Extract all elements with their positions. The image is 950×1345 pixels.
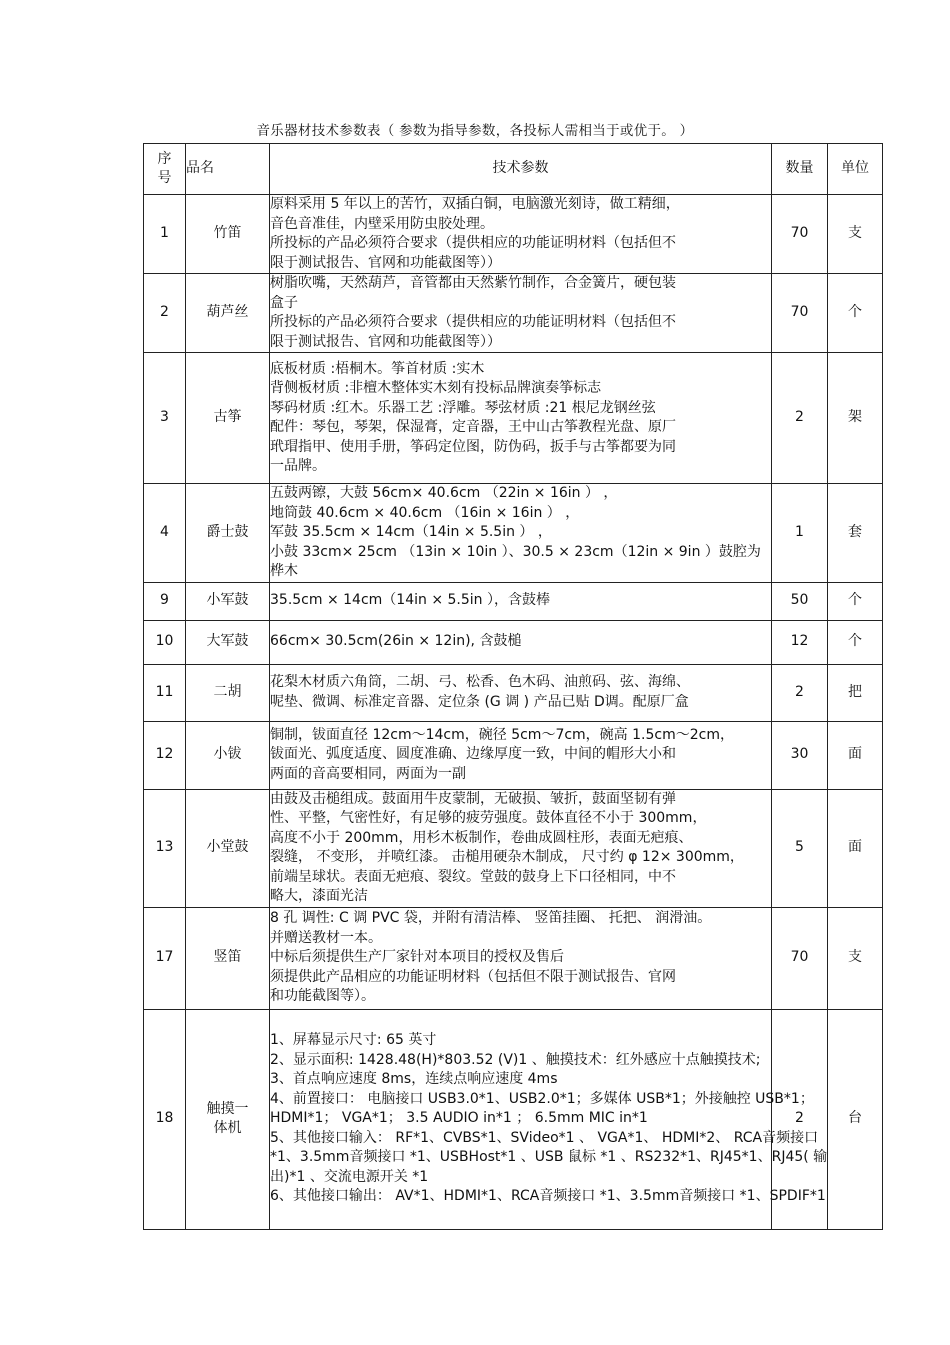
header-unit: 单位 <box>828 144 883 195</box>
row-no: 10 <box>144 620 186 664</box>
row-qty: 1 <box>772 484 828 583</box>
row-params: 原料采用 5 年以上的苦竹，双插白铜，电脑激光刻诗，做工精细， 音色音准佳，内壁采用防虫胶处理。 所投标的产品必须符合要求（提供相应的功能证明材料（包括但不 限于测试报告、官网和功能截图等）） <box>270 195 772 274</box>
row-name: 二胡 <box>186 664 270 721</box>
table-row <box>144 353 883 484</box>
page-title: 音乐器材技术参数表（ 参数为指导参数，各投标人需相当于或优于。 ） <box>256 123 694 139</box>
row-unit: 套 <box>828 484 883 583</box>
row-params: 底板材质 :梧桐木。筝首材质 :实木 背侧板材质 :非檀木整体实木刻有投标品牌演奏筝标志 琴码材质 :红木。乐器工艺 :浮雕。琴弦材质 :21 根尼龙钢丝弦 配件：琴包，琴架，保湿膏，定音器，王中山古筝教程光盘、原厂 玳瑁指甲、使用手册，筝码定位图，防伪码，扳手与古筝都要为同 一品牌。 <box>270 353 772 484</box>
row-params: 66cm× 30.5cm(26in × 12in), 含鼓槌 <box>270 620 772 664</box>
spec-table <box>143 143 883 1230</box>
row-unit: 个 <box>828 274 883 353</box>
header-name: 品名 <box>186 144 270 195</box>
row-qty: 70 <box>772 907 828 1009</box>
row-params: 树脂吹嘴，天然葫芦，音管都由天然紫竹制作，合金簧片，硬包装 盒子 所投标的产品必须符合要求（提供相应的功能证明材料（包括但不 限于测试报告、官网和功能截图等）） <box>270 274 772 353</box>
row-name: 竖笛 <box>186 907 270 1009</box>
row-no: 2 <box>144 274 186 353</box>
row-name: 小钹 <box>186 721 270 789</box>
table-row <box>144 195 883 274</box>
row-name: 小堂鼓 <box>186 789 270 907</box>
header-params: 技术参数 <box>270 144 772 195</box>
row-params: 8 孔 调性: C 调 PVC 袋，并附有清洁棒、 竖笛挂圈、 托把、 润滑油。 并赠送教材一本。 中标后须提供生产厂家针对本项目的授权及售后 须提供此产品相应的功能证明材料（包括但不限于测试报告、官网 和功能截图等）。 <box>270 907 772 1009</box>
row-unit: 台 <box>828 1009 883 1229</box>
table-row <box>144 274 883 353</box>
row-unit: 面 <box>828 721 883 789</box>
header-no: 序 号 <box>144 144 186 195</box>
row-name: 葫芦丝 <box>186 274 270 353</box>
row-unit: 个 <box>828 620 883 664</box>
row-params: 五鼓两镲，大鼓 56cm× 40.6cm （22in × 16in ） ， 地筒鼓 40.6cm × 40.6cm （16in × 16in ） ， 军鼓 35.5cm × 14cm（14in × 5.5in ） ， 小鼓 33cm× 25cm （13in × 10in ）、30.5 × 23cm（12in × 9in ）鼓腔为 桦木 <box>270 484 772 583</box>
row-name: 古筝 <box>186 353 270 484</box>
row-no: 3 <box>144 353 186 484</box>
row-qty: 2 <box>772 353 828 484</box>
row-params: 35.5cm × 14cm（14in × 5.5in ），含鼓棒 <box>270 582 772 620</box>
row-unit: 个 <box>828 582 883 620</box>
row-qty: 70 <box>772 274 828 353</box>
row-no: 13 <box>144 789 186 907</box>
row-no: 11 <box>144 664 186 721</box>
row-qty: 12 <box>772 620 828 664</box>
row-params: 由鼓及击槌组成。鼓面用牛皮蒙制，无破损、皱折，鼓面坚韧有弹 性、平整，气密性好，有足够的疲劳强度。鼓体直径不小于 300mm， 高度不小于 200mm，用杉木板制作，卷曲成圆柱形，表面无疤痕、 裂缝， 不变形， 并喷红漆。 击槌用硬杂木制成， 尺寸约 φ 12× 300mm， 前端呈球状。表面无疤痕、裂纹。堂鼓的鼓身上下口径相同，中不 略大，漆面光洁 <box>270 789 772 907</box>
row-qty: 50 <box>772 582 828 620</box>
table-row <box>144 1009 883 1229</box>
row-qty: 2 <box>772 664 828 721</box>
row-unit: 支 <box>828 195 883 274</box>
row-unit: 架 <box>828 353 883 484</box>
row-no: 17 <box>144 907 186 1009</box>
row-qty: 2 <box>772 1009 828 1229</box>
header-qty: 数量 <box>772 144 828 195</box>
row-qty: 5 <box>772 789 828 907</box>
row-qty: 30 <box>772 721 828 789</box>
row-name: 爵士鼓 <box>186 484 270 583</box>
table-row <box>144 789 883 907</box>
row-no: 9 <box>144 582 186 620</box>
table-header-row <box>144 144 883 195</box>
row-no: 12 <box>144 721 186 789</box>
row-name: 竹笛 <box>186 195 270 274</box>
row-unit: 面 <box>828 789 883 907</box>
table-row <box>144 907 883 1009</box>
row-no: 4 <box>144 484 186 583</box>
row-no: 18 <box>144 1009 186 1229</box>
row-params: 铜制，钹面直径 12cm～14cm，碗径 5cm～7cm，碗高 1.5cm～2cm， 钹面光、弧度适度、圆度准确、边缘厚度一致，中间的帽形大小和 两面的音高要相同，两面为一副 <box>270 721 772 789</box>
row-name: 触摸一 体机 <box>186 1009 270 1229</box>
table-row <box>144 484 883 583</box>
row-name: 大军鼓 <box>186 620 270 664</box>
table-row <box>144 620 883 664</box>
row-params: 花梨木材质六角筒，二胡、弓、松香、色木码、油煎码、弦、海绵、 呢垫、微调、标准定音器、定位条 (G 调 ) 产品已贴 D调。配原厂盒 <box>270 664 772 721</box>
table-row <box>144 582 883 620</box>
row-name: 小军鼓 <box>186 582 270 620</box>
row-qty: 70 <box>772 195 828 274</box>
row-unit: 支 <box>828 907 883 1009</box>
table-row <box>144 664 883 721</box>
row-params: 1、屏幕显示尺寸: 65 英寸 2、显示面积: 1428.48(H)*803.52 (V)1 、触摸技术：红外感应十点触摸技术; 3、首点响应速度 8ms，连续点响应速度 4ms 4、前置接口： 电脑接口 USB3.0*1、USB2.0*1；多媒体 USB*1；外接触控 USB*1； HDMI*1； VGA*1； 3.5 AUDIO in*1 ； 6.5mm MIC in*1 5、其他接口输入： RF*1、CVBS*1、SVideo*1 、 VGA*1、 HDMI*2、 RCA音频接口 *1、3.5mm音频接口 *1、USBHost*1 、USB 鼠标 *1 、RS232*1、RJ45*1、RJ45( 输 出)*1 、交流电源开关 *1 6、其他接口输出： AV*1、HDMI*1、RCA音频接口 *1、3.5mm音频接口 *1、SPDIF*1 <box>270 1009 772 1229</box>
row-no: 1 <box>144 195 186 274</box>
table-row <box>144 721 883 789</box>
row-unit: 把 <box>828 664 883 721</box>
